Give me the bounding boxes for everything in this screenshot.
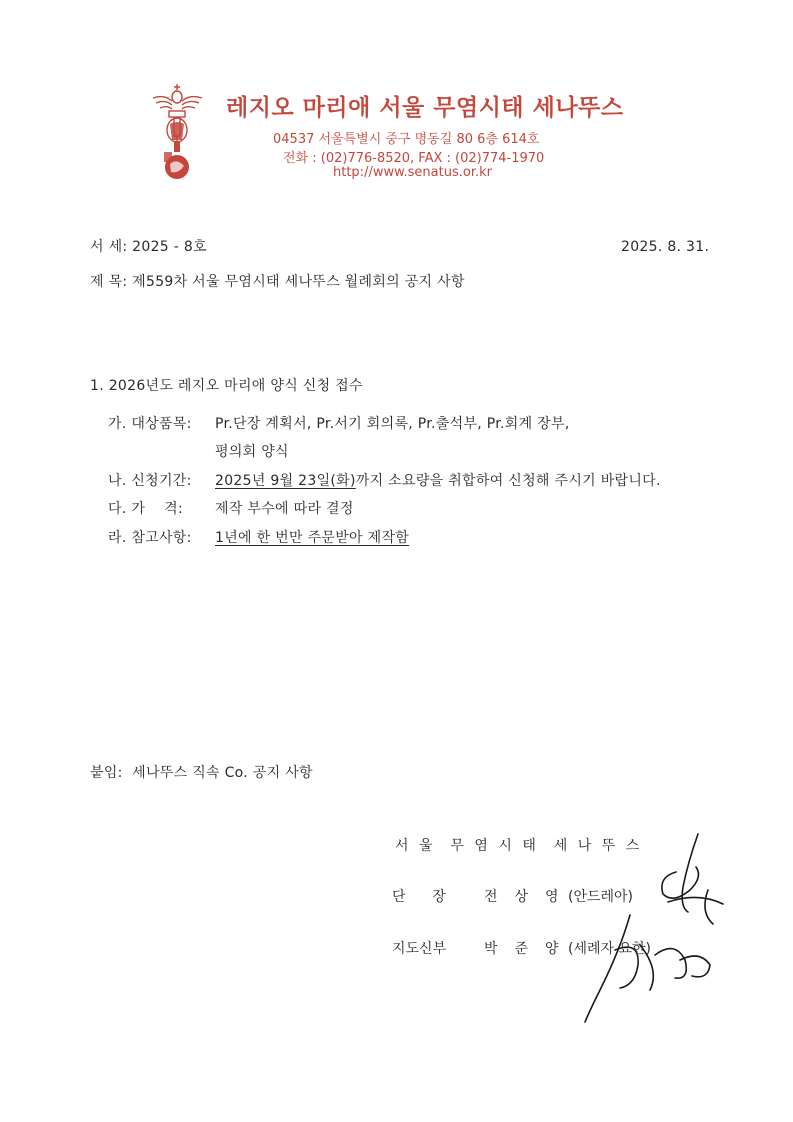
legion-emblem-logo — [150, 84, 205, 184]
item-value: Pr.단장 계획서, Pr.서기 회의록, Pr.출석부, Pr.회계 장부, — [215, 416, 570, 432]
item-value — [215, 470, 661, 490]
document-subject: 제 목: 제559차 서울 무염시태 세나뚜스 월례회의 공지 사항 — [90, 274, 465, 290]
document-date: 2025. 8. 31. — [621, 239, 710, 255]
deadline-date: 2025년 9월 23일(화) — [215, 473, 356, 489]
org-website[interactable]: http://www.senatus.or.kr — [333, 165, 492, 180]
item-value-cont: 평의회 양식 — [215, 444, 289, 460]
signature-baptismal-name: (안드레아) — [568, 889, 634, 905]
signature-baptismal-name: (세례자 요한) — [568, 941, 651, 957]
item-value: 1년에 한 번만 주문받아 제작함 — [215, 530, 410, 546]
attachment-note: 붙임: 세나뚜스 직속 Co. 공지 사항 — [90, 765, 313, 781]
item-value: 제작 부수에 따라 결정 — [215, 501, 354, 517]
signature-name: 전상영 — [484, 889, 576, 905]
document-number: 서 세: 2025 - 8호 — [90, 239, 207, 255]
signature-name: 박준양 — [484, 941, 576, 957]
item-label: 라. 참고사항: — [108, 530, 192, 546]
section-title: 1. 2026년도 레지오 마리애 양식 신청 접수 — [90, 378, 363, 394]
handwritten-signature-priest — [580, 910, 720, 1025]
item-label: 다. 가 격: — [108, 501, 183, 517]
item-label: 나. 신청기간: — [108, 473, 192, 489]
org-name: 레지오 마리애 서울 무염시태 세나뚜스 — [226, 95, 624, 121]
org-address: 04537 서울특별시 중구 명동길 80 6층 614호 — [273, 132, 540, 147]
signature-role: 단 장 — [392, 889, 446, 905]
org-phone: 전화 : (02)776-8520, FAX : (02)774-1970 — [283, 151, 545, 166]
signature-role: 지도신부 — [392, 941, 447, 957]
deadline-text: 까지 소요량을 취합하여 신청해 주시기 바랍니다. — [355, 473, 661, 489]
item-label: 가. 대상품목: — [108, 416, 192, 432]
signature-org: 서 울 무 염 시 태 세 나 뚜 스 — [395, 838, 643, 854]
